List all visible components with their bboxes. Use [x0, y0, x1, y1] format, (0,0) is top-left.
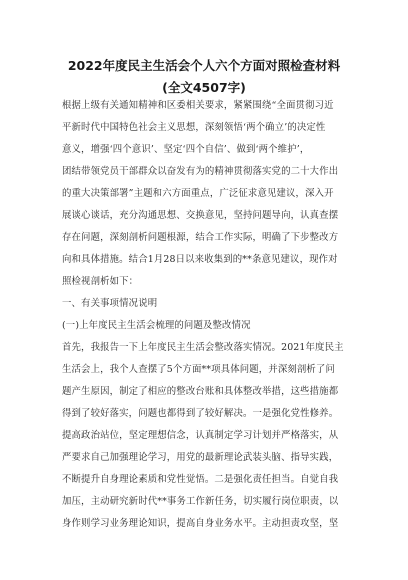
paragraph-line: 照检视剖析如下：	[62, 276, 139, 287]
paragraph-line: 平新时代中国特色社会主义思想，深刻领悟‘两个确立’的决定性	[62, 122, 326, 133]
paragraph-line: 意义，增强‘四个意识’、坚定‘四个自信’、做到‘两个维护’，	[62, 144, 310, 155]
paragraph-line: 根据上级有关通知精神和区委相关要求，紧紧围绕“全面贯彻习近	[62, 100, 334, 111]
paragraph-line: 生活会上，我个人查摆了5个方面**项具体问题，并深刻剖析了问	[62, 364, 335, 375]
paragraph-line: 向和具体措施。结合1月28日以来收集到的**条意见建议，现作对	[62, 254, 338, 265]
paragraph-line: 首先，我报告一下上年度民主生活会整改落实情况。2021年度民主	[62, 342, 344, 353]
paragraph-line: 团结带领党员干部群众以奋发有为的精神贯彻落实党的二十大作出	[62, 166, 339, 177]
paragraph-line: 的重大决策部署”主题和六方面重点，广泛征求意见建议，深入开	[62, 188, 334, 199]
document-subtitle: (全文4507字)	[162, 80, 246, 95]
subsection-heading: (一)上年度民主生活会梳理的问题及整改情况	[62, 320, 251, 331]
paragraph-line: 提高政治站位，坚定理想信念，认真制定学习计划并严格落实，从	[62, 430, 339, 441]
document-title: 2022年度民主生活会个人六个方面对照检查材料	[67, 58, 341, 73]
paragraph-line: 得到了较好落实，问题也都得到了较好解决。一是强化党性修养。	[62, 408, 339, 419]
paragraph-line: 不断提升自身理论素质和党性觉悟。二是强化责任担当。自觉自我	[62, 474, 339, 485]
paragraph-line: 存在问题，深刻剖析问题根源，结合工作实际，明确了下步整改方	[62, 232, 339, 243]
paragraph-line: 题产生原因，制定了相应的整改台账和具体整改举措，这些措施都	[62, 386, 339, 397]
paragraph-line: 身作则学习业务理论知识，提高自身业务水平。主动担责攻坚，坚	[62, 518, 339, 529]
paragraph-line: 展谈心谈话，充分沟通思想、交换意见，坚持问题导向，认真查摆	[62, 210, 339, 221]
paragraph-line: 严要求自己加强理论学习，用党的最新理论武装头脑、指导实践，	[62, 452, 339, 463]
paragraph-line: 加压，主动研究新时代**事务工作新任务，切实履行岗位职责，以	[62, 496, 339, 507]
section-heading: 一、有关事项情况说明	[62, 298, 158, 309]
